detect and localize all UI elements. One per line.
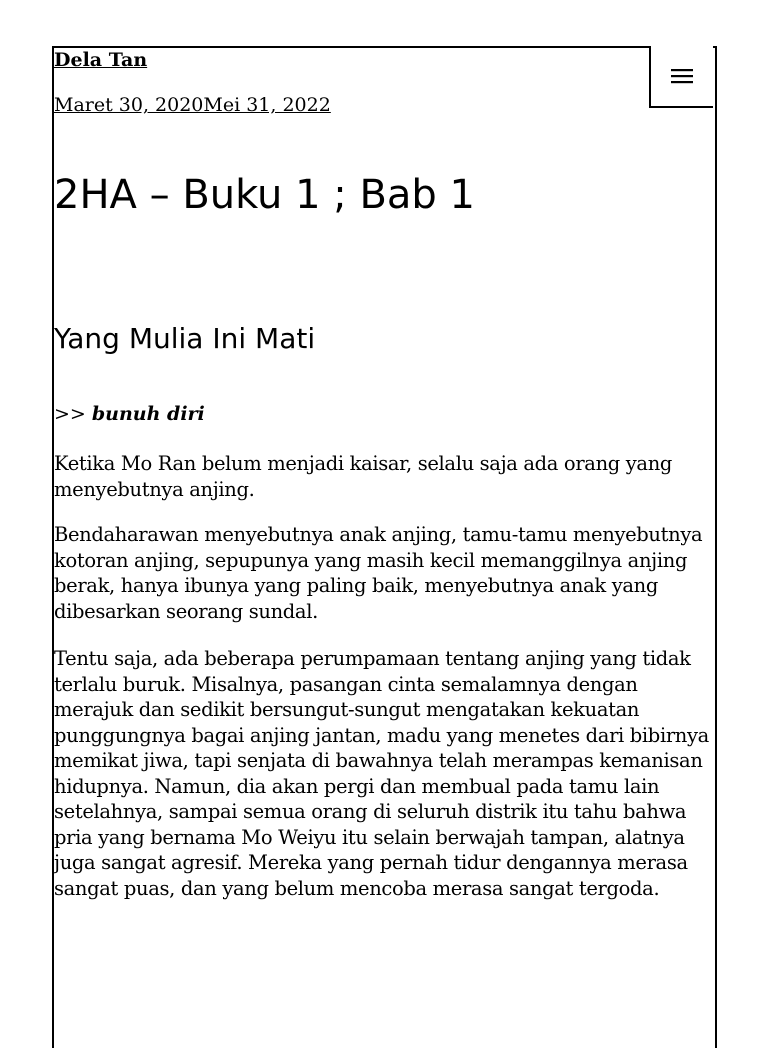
- note-emphasis: bunuh diri: [91, 403, 205, 425]
- paragraph-2: Bendaharawan menyebutnya anak anjing, tamu-tamu menyebutnya kotoran anjing, sepupunya yang masih kecil memanggilnya anjing berak, hanya ibunya yang paling baik, menyebutnya anak yang dibesarkan seorang sundal.: [54, 523, 703, 623]
- note-prefix: >>: [54, 403, 92, 425]
- post-dates-link[interactable]: Maret 30, 2020Mei 31, 2022: [54, 94, 331, 116]
- paragraph-3: Tentu saja, ada beberapa perumpamaan tentang anjing yang tidak terlalu buruk. Misalnya, pasangan cinta semalamnya dengan merajuk dan sedikit bersungut-sungut mengatakan kekuatan punggungnya bagai anjing jantan, madu yang menetes dari bibirnya memikat jiwa, tapi senjata di bawahnya telah merampas kemanisan hidupnya. Namun, dia akan pergi dan membual pada tamu lain setelahnya, sampai semua orang di seluruh distrik itu tahu bahwa pria yang bernama Mo Weiyu itu selain berwajah tampan, alatnya juga sangat agresif. Mereka yang pernah tidur dengannya merasa sangat puas, dan yang belum mencoba merasa sangat tergoda.: [54, 647, 709, 900]
- chapter-note: [54, 403, 205, 425]
- page-title: 2HA – Buku 1 ; Bab 1: [54, 172, 475, 218]
- hamburger-menu-icon: [670, 67, 694, 85]
- chapter-subtitle: Yang Mulia Ini Mati: [54, 322, 316, 355]
- menu-button[interactable]: [649, 46, 713, 108]
- author-link[interactable]: Dela Tan: [54, 49, 148, 71]
- paragraph-1: Ketika Mo Ran belum menjadi kaisar, selalu saja ada orang yang menyebutnya anjing.: [54, 452, 673, 501]
